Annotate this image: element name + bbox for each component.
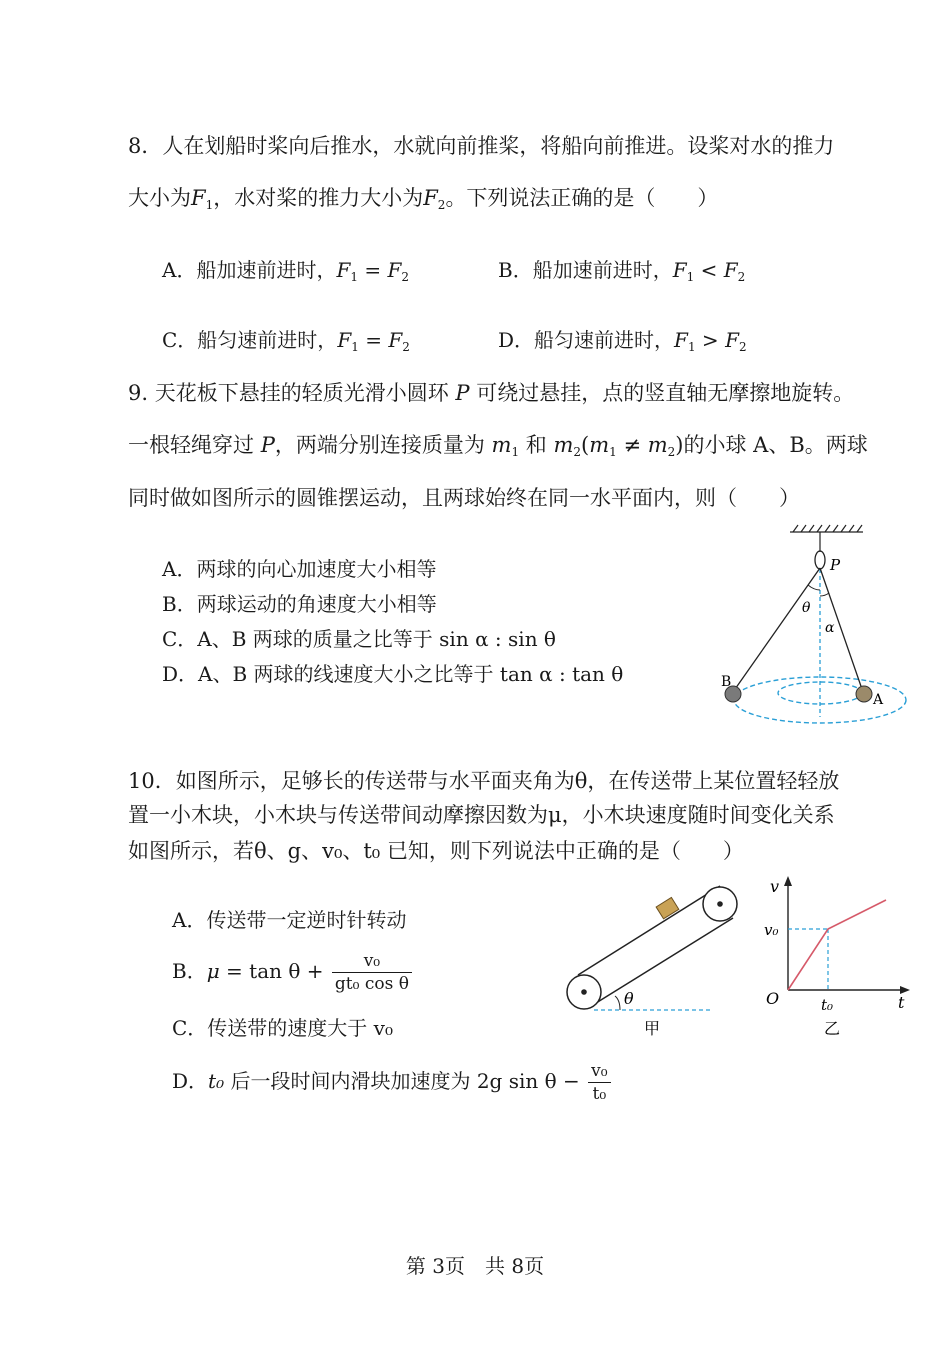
q9-option-a[interactable]: A．两球的向心加速度大小相等 bbox=[162, 557, 437, 581]
q10-b-fraction: $\frac{\text{v₀}}{\text{gt₀ cos θ}}$ bbox=[332, 950, 412, 995]
q10-stem-line3: 如图所示，若θ、g、v₀、t₀ 已知，则下列说法中正确的是（ ） bbox=[128, 839, 744, 863]
q9-option-b[interactable]: B．两球运动的角速度大小相等 bbox=[162, 592, 437, 616]
angle-alpha-arc bbox=[820, 593, 829, 596]
ring-p bbox=[815, 551, 825, 569]
q9-option-c[interactable]: C．A、B 两球的质量之比等于 sin α : sin θ bbox=[162, 627, 556, 651]
fig2-v0-label: v₀ bbox=[764, 921, 779, 939]
q8-stem-line2: 大小为$F_1$，水对桨的推力大小为$F_2$。下列说法正确的是（ ） bbox=[128, 186, 719, 212]
q10-option-c[interactable]: C．传送带的速度大于 v₀ bbox=[172, 1016, 393, 1040]
q10-vt-graph bbox=[758, 872, 918, 1044]
q10-option-d[interactable]: D．t₀ 后一段时间内滑块加速度为 2g sin θ − $\frac{\text{v₀}}{\text{t₀}}$ bbox=[172, 1056, 613, 1106]
label-a: A bbox=[873, 692, 884, 708]
q8-option-c[interactable]: C．船匀速前进时，$F_1 = F_2$ bbox=[162, 328, 410, 354]
q9-stem-line2: 一根轻绳穿过 P，两端分别连接质量为 $m_1$ 和 $m_2(m_1 \ne m_2)$的小球 A、B。两球 bbox=[128, 433, 868, 459]
fig2-origin-label: O bbox=[766, 989, 780, 1008]
q9-stem-line3: 同时做如图所示的圆锥摆运动，且两球始终在同一水平面内，则（ ） bbox=[128, 486, 800, 510]
q10-option-a[interactable]: A．传送带一定逆时针转动 bbox=[172, 908, 407, 932]
q8-option-b[interactable]: B．船加速前进时，$F_1 < F_2$ bbox=[498, 258, 746, 284]
q8-option-a[interactable]: A．船加速前进时，$F_1 = F_2$ bbox=[162, 258, 409, 284]
q8-option-d[interactable]: D．船匀速前进时，$F_1 > F_2$ bbox=[498, 328, 747, 354]
v-axis-arrow bbox=[784, 876, 792, 886]
q9-stem-line1: 9. 天花板下悬挂的轻质光滑小圆环 P 可绕过悬挂，点的竖直轴无摩擦地旋转。 bbox=[128, 381, 855, 405]
fig2-t0-label: t₀ bbox=[821, 996, 834, 1014]
theta-arc bbox=[615, 996, 620, 1010]
belt-bottom bbox=[588, 918, 733, 1008]
velocity-curve bbox=[788, 900, 886, 990]
q10-d-fraction: $\frac{\text{v₀}}{\text{t₀}}$ bbox=[588, 1060, 610, 1105]
fig2-caption: 乙 bbox=[824, 1019, 841, 1038]
label-alpha: α bbox=[825, 620, 835, 636]
q9-option-d[interactable]: D．A、B 两球的线速度大小之比等于 tan α : tan θ bbox=[162, 662, 624, 686]
q9-conical-pendulum-figure bbox=[715, 522, 915, 737]
ball-a bbox=[856, 686, 872, 702]
fig2-t-label: t bbox=[898, 993, 905, 1012]
fig2-v-label: v bbox=[770, 877, 780, 896]
fig1-caption: 甲 bbox=[644, 1019, 661, 1038]
page-footer: 第 3页 共 8页 bbox=[405, 1254, 545, 1278]
upper-roller-axle bbox=[717, 901, 723, 907]
rope-to-b bbox=[733, 568, 820, 692]
q10-stem-line1: 10．如图所示，足够长的传送带与水平面夹角为θ，在传送带上某位置轻轻放 bbox=[128, 769, 840, 793]
q10-conveyor-figure bbox=[560, 872, 760, 1044]
belt-top bbox=[578, 886, 720, 975]
q10-option-b[interactable]: B．μ = tan θ + $\frac{\text{v₀}}{\text{gt₀ cos θ}}$ bbox=[172, 946, 414, 996]
wood-block bbox=[656, 897, 679, 918]
q10-stem-line2: 置一小木块，小木块与传送带间动摩擦因数为μ，小木块速度随时间变化关系 bbox=[128, 803, 835, 827]
q8-stem-line1: 8．人在划船时桨向后推水，水就向前推桨，将船向前推进。设桨对水的推力 bbox=[128, 134, 835, 158]
label-p: P bbox=[830, 556, 841, 574]
fig1-theta-label: θ bbox=[624, 989, 634, 1008]
label-theta: θ bbox=[802, 600, 811, 616]
lower-roller-axle bbox=[581, 989, 587, 995]
ceiling-hatch bbox=[790, 525, 863, 532]
angle-theta-arc bbox=[808, 585, 820, 590]
label-b: B bbox=[721, 674, 732, 690]
